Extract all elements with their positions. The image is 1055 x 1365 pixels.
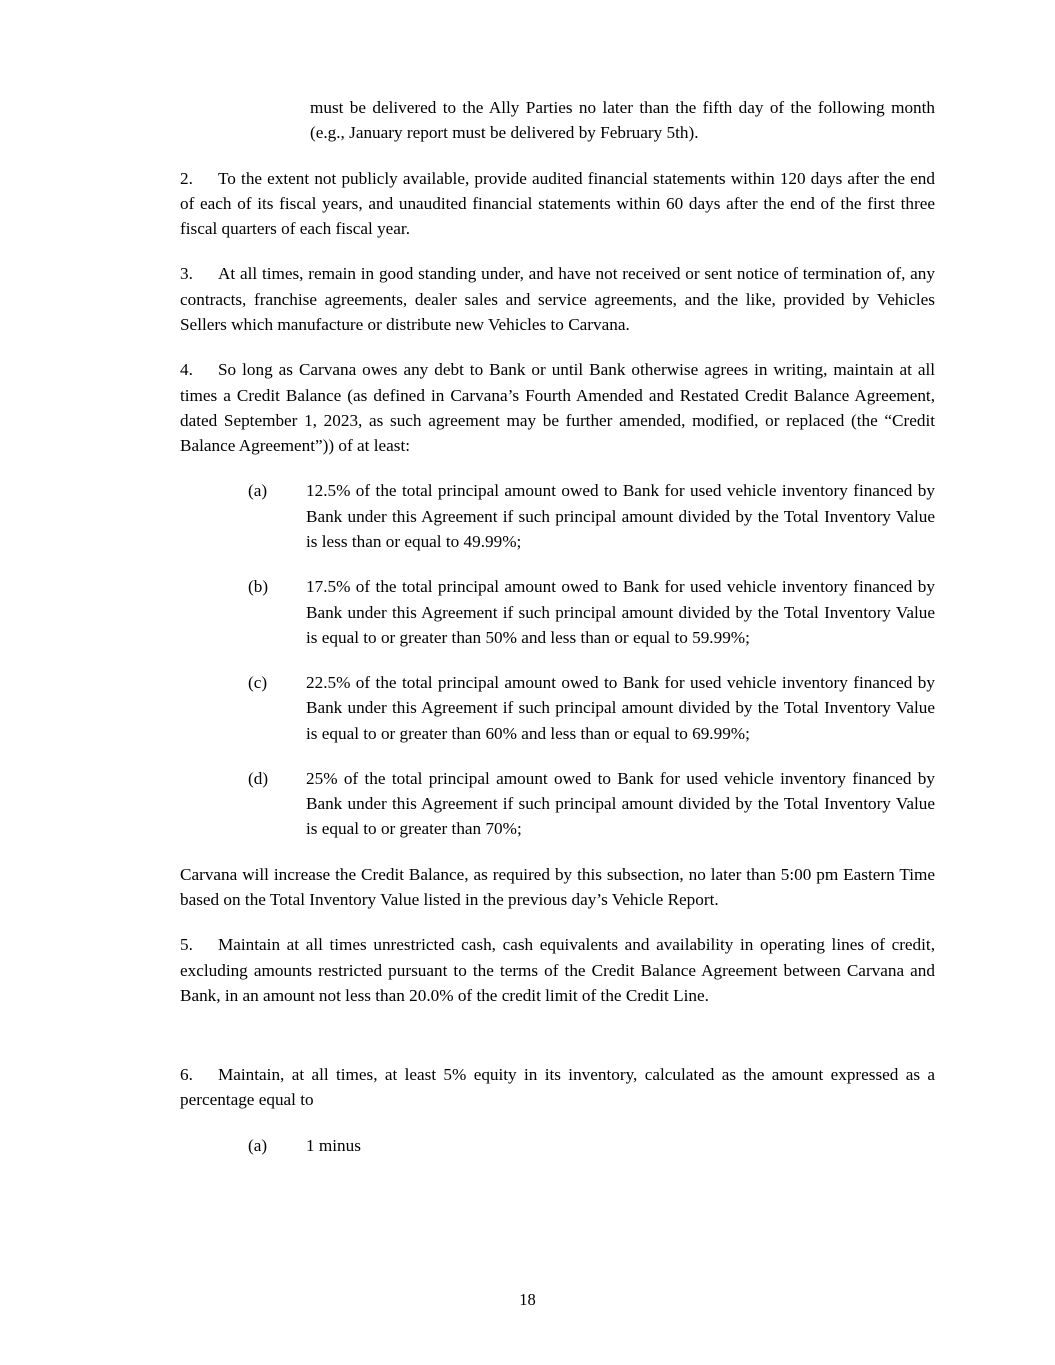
paragraph-spacer — [180, 1028, 935, 1062]
sub-item-d — [180, 766, 935, 842]
list-item-3-number: 3. — [180, 264, 193, 284]
sub-item-b-text: 17.5% of the total principal amount owed to Bank for used vehicle inventory financed by Bank under this Agreement if such principal amount divided by the Total Inventory Value is equal to or greater than 50% and less than or equal to 59.99%; — [306, 577, 935, 647]
closing-paragraph: Carvana will increase the Credit Balance, as required by this subsection, no later than 5:00 pm Eastern Time based on the Total Inventory Value listed in the previous day’s Vehicle Report. — [180, 864, 935, 910]
sub-item-6a-text: 1 minus — [306, 1135, 361, 1155]
sub-item-c — [180, 670, 935, 746]
sub-item-b — [180, 574, 935, 650]
list-item-4-number: 4. — [180, 360, 193, 380]
list-item-2 — [180, 166, 935, 242]
list-item-6-number: 6. — [180, 1065, 193, 1085]
list-item-3-text: At all times, remain in good standing under, and have not received or sent notice of termination of, any contracts, franchise agreements, dealer sales and service agreements, and the like, provided by Vehicles Sellers which manufacture or distribute new Vehicles to Carvana. — [180, 264, 935, 334]
page-number: 18 — [519, 1290, 536, 1309]
continued-paragraph: must be delivered to the Ally Parties no later than the fifth day of the following month (e.g., January report must be delivered by February 5th). — [310, 98, 935, 143]
list-item-6 — [180, 1062, 935, 1113]
list-item-6-text: Maintain, at all times, at least 5% equity in its inventory, calculated as the amount expressed as a percentage equal to — [180, 1065, 935, 1110]
sub-item-d-label: (d) — [248, 768, 269, 788]
list-item-4 — [180, 357, 935, 458]
list-item-2-text: To the extent not publicly available, provide audited financial statements within 120 days after the end of each of its fiscal years, and unaudited financial statements within 60 days after the end of the first three fiscal quarters of each fiscal year. — [180, 168, 935, 239]
sub-item-a-label: (a) — [248, 481, 268, 501]
list-item-3 — [180, 261, 935, 337]
list-item-5-text: Maintain at all times unrestricted cash, cash equivalents and availability in operating lines of credit, excluding amounts restricted pursuant to the terms of the Credit Balance Agreement between Carvana and Bank, in an amount not less than 20.0% of the credit limit of the Credit Line. — [180, 935, 935, 1005]
list-item-5 — [180, 932, 935, 1008]
sub-item-6a — [180, 1133, 935, 1158]
sub-item-b-label: (b) — [248, 577, 269, 597]
sub-item-c-label: (c) — [248, 673, 268, 693]
list-item-5-number: 5. — [180, 935, 193, 955]
sub-item-6a-label: (a) — [248, 1135, 268, 1155]
list-item-4-text: So long as Carvana owes any debt to Bank or until Bank otherwise agrees in writing, maintain at all times a Credit Balance (as defined in Carvana’s Fourth Amended and Restated Credit Balance Agreement, dated September 1, 2023, as such agreement may be further amended, modified, or replaced (the “Credit Balance Agreement”)) of at least: — [180, 360, 935, 456]
sub-item-d-text: 25% of the total principal amount owed to Bank for used vehicle inventory financed by Bank under this Agreement if such principal amount divided by the Total Inventory Value is equal to or greater than 70%; — [306, 768, 935, 839]
sub-item-a-text: 12.5% of the total principal amount owed to Bank for used vehicle inventory financed by Bank under this Agreement if such principal amount divided by the Total Inventory Value is less than or equal to 49.99%; — [306, 481, 935, 551]
sub-item-c-text: 22.5% of the total principal amount owed to Bank for used vehicle inventory financed by Bank under this Agreement if such principal amount divided by the Total Inventory Value is equal to or greater than 60% and less than or equal to 69.99%; — [306, 673, 935, 743]
sub-item-a — [180, 478, 935, 554]
list-item-2-number: 2. — [180, 168, 193, 188]
